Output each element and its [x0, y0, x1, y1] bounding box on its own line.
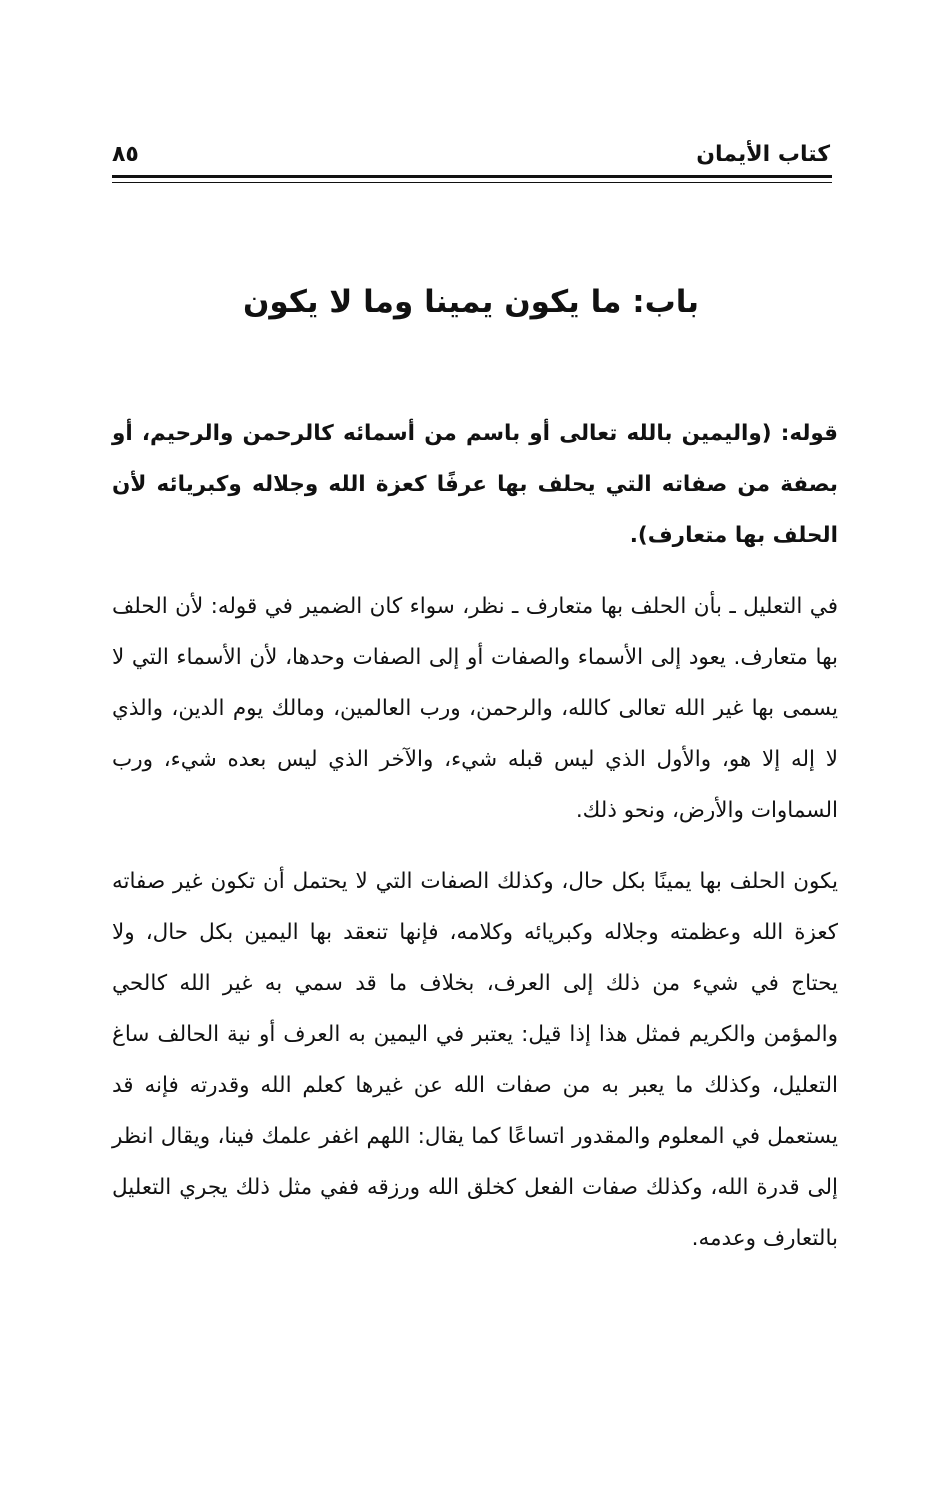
paragraph-commentary-1: في التعليل ـ بأن الحلف بها متعارف ـ نظر، سواء كان الضمير في قوله: لأن الحلف بها متعارف. يعود إلى الأسماء والصفات أو إلى الصفات وحدها، لأن الأسماء التي لا يسمى بها غير الله تعالى كالله، والرحمن، ورب العالمين، ومالك يوم الدين، والذي لا إله إلا هو، والأول الذي ليس قبله شيء، والآخر الذي ليس بعده شيء، ورب السماوات والأرض، ونحو ذلك. [112, 594, 838, 823]
page-number: ٨٥ [112, 142, 139, 167]
body-text [112, 408, 838, 1264]
running-header [112, 138, 830, 178]
header-rule-thin [112, 182, 832, 183]
header-title: كتاب الأيمان [696, 142, 830, 167]
paragraph-commentary-2: يكون الحلف بها يمينًا بكل حال، وكذلك الصفات التي لا يحتمل أن تكون غير صفاته كعزة الله وعظمته وجلاله وكبريائه وكلامه، فإنها تنعقد بها اليمين بكل حال، ولا يحتاج في شيء من ذلك إلى العرف، بخلاف ما قد سمي به غير الله كالحي والمؤمن والكريم فمثل هذا إذا قيل: يعتبر في اليمين به العرف أو نية الحالف ساغ التعليل، وكذلك ما يعبر به من صفات الله عن غيرها كعلم الله وقدرته فإنه قد يستعمل في المعلوم والمقدور اتساعًا كما يقال: اللهم اغفر علمك فينا، ويقال انظر إلى قدرة الله، وكذلك صفات الفعل كخلق الله ورزقه ففي مثل ذلك يجري التعليل بالتعارف وعدمه. [112, 869, 838, 1251]
chapter-title: باب: ما يكون يمينا وما لا يكون [242, 284, 700, 320]
paragraph-quote: قوله: (واليمين بالله تعالى أو باسم من أسمائه كالرحمن والرحيم، أو بصفة من صفاته التي يحلف بها عرفًا كعزة الله وجلاله وكبريائه لأن الحلف بها متعارف). [112, 421, 838, 548]
header-rule-thick [112, 175, 832, 178]
